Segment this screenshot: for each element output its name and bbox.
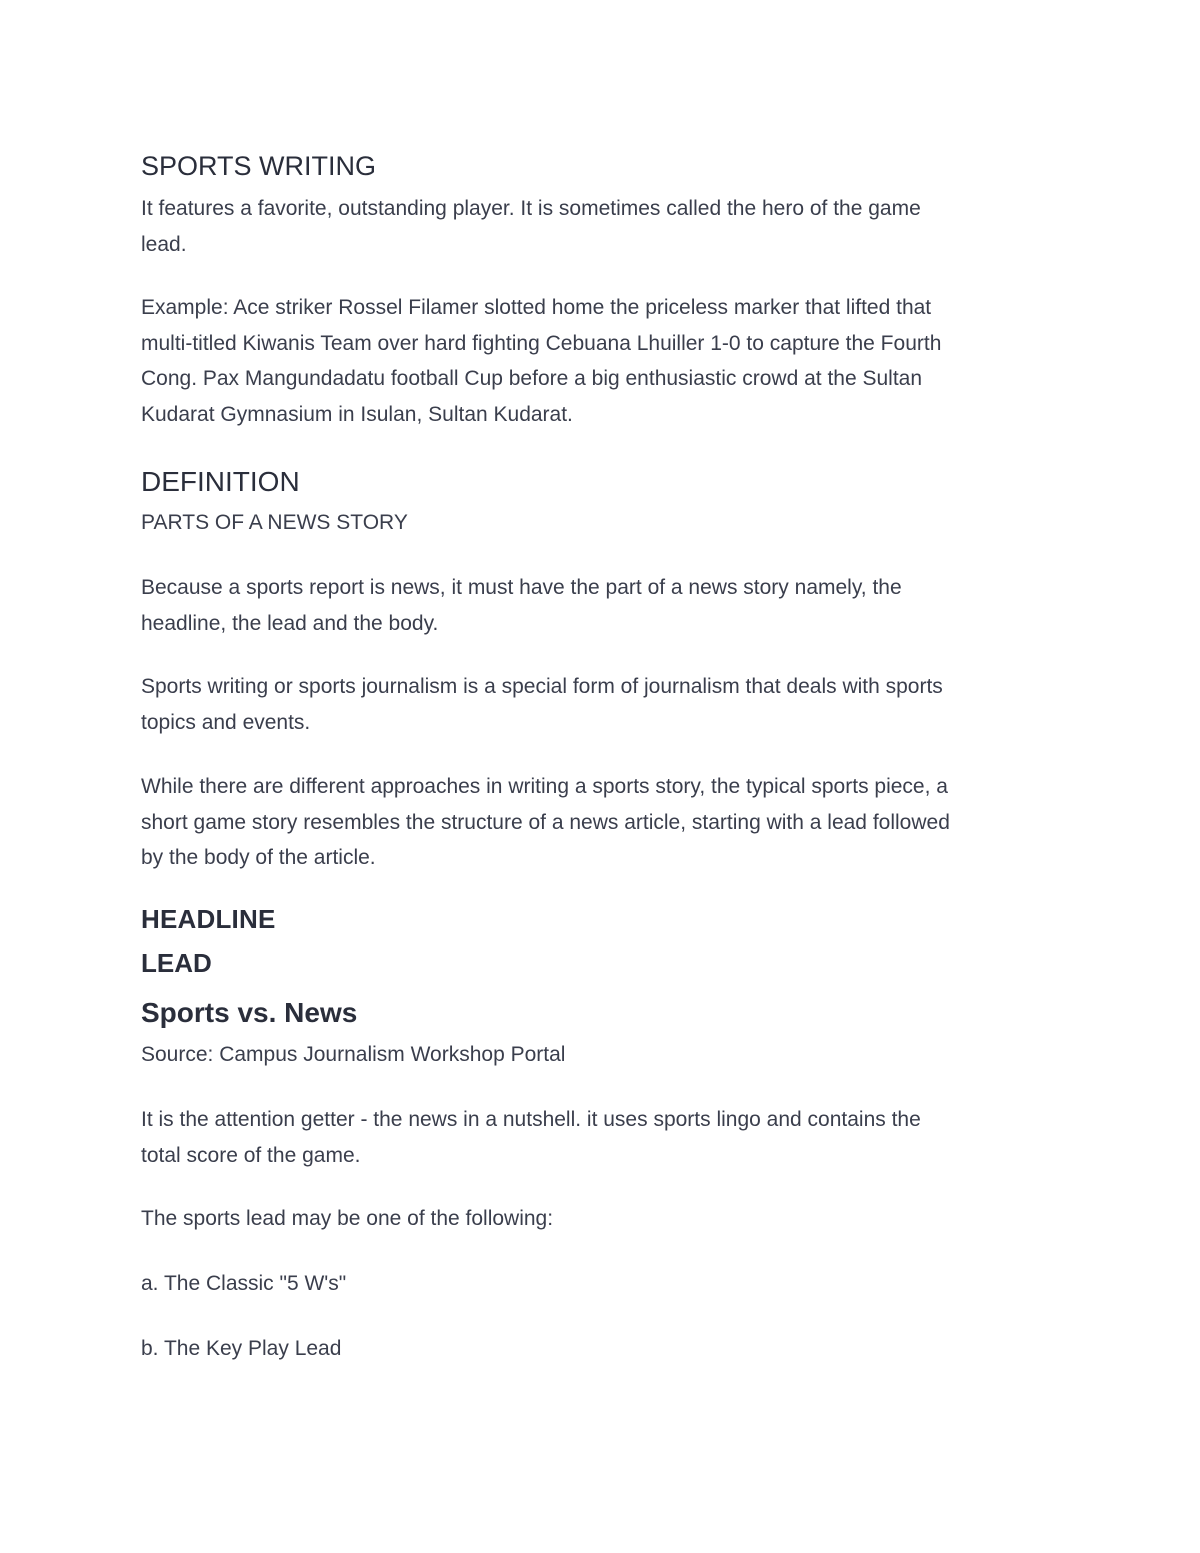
example-line-1: Example: Ace striker Rossel Filamer slotted home the priceless marker that lifted that	[141, 296, 932, 319]
definition-p2-line-1: Sports writing or sports journalism is a special form of journalism that deals with sports	[141, 675, 943, 698]
definition-paragraph-2	[141, 669, 1056, 740]
lead-paragraph	[141, 1102, 1056, 1173]
list-item-a: a. The Classic "5 W's"	[141, 1272, 347, 1295]
heading-headline: HEADLINE	[141, 904, 276, 934]
definition-p1-line-2: headline, the lead and the body.	[141, 611, 439, 635]
source-line: Source: Campus Journalism Workshop Portal	[141, 1043, 566, 1066]
definition-paragraph-3	[141, 769, 1056, 876]
example-paragraph	[141, 290, 1056, 432]
section-heading-sports-writing: SPORTS WRITING	[141, 151, 377, 181]
definition-p3-line-1: While there are different approaches in writing a sports story, the typical sports piece, a	[141, 775, 948, 798]
definition-p3-line-3: by the body of the article.	[141, 846, 376, 869]
lead-line-2: total score of the game.	[141, 1143, 361, 1167]
example-line-3: Cong. Pax Mangundadatu football Cup before a big enthusiastic crowd at the Sultan	[141, 367, 923, 390]
definition-p2-line-2: topics and events.	[141, 710, 311, 734]
example-line-2: multi-titled Kiwanis Team over hard fighting Cebuana Lhuiller 1-0 to capture the Fourth	[141, 331, 942, 355]
section-heading-definition: DEFINITION	[141, 466, 300, 497]
intro-line-2: lead.	[141, 232, 187, 256]
example-line-4: Kudarat Gymnasium in Isulan, Sultan Kudarat.	[141, 402, 573, 426]
section-heading-sports-vs-news: Sports vs. News	[141, 997, 358, 1028]
lead-line-1: It is the attention getter - the news in a nutshell. it uses sports lingo and contains the	[141, 1108, 921, 1131]
definition-p3-line-2: short game story resembles the structure of a news article, starting with a lead followed	[141, 810, 950, 834]
definition-p1-line-1: Because a sports report is news, it must have the part of a news story namely, the	[141, 576, 902, 599]
definition-paragraph-1	[141, 570, 1056, 641]
intro-paragraph	[141, 191, 1056, 262]
intro-line-1: It features a favorite, outstanding player. It is sometimes called the hero of the game	[141, 197, 921, 220]
subheading-parts-of-news-story: PARTS OF A NEWS STORY	[141, 511, 408, 534]
heading-lead: LEAD	[141, 948, 212, 978]
list-item-b: b. The Key Play Lead	[141, 1337, 342, 1360]
lead-types-intro: The sports lead may be one of the following:	[141, 1207, 554, 1230]
